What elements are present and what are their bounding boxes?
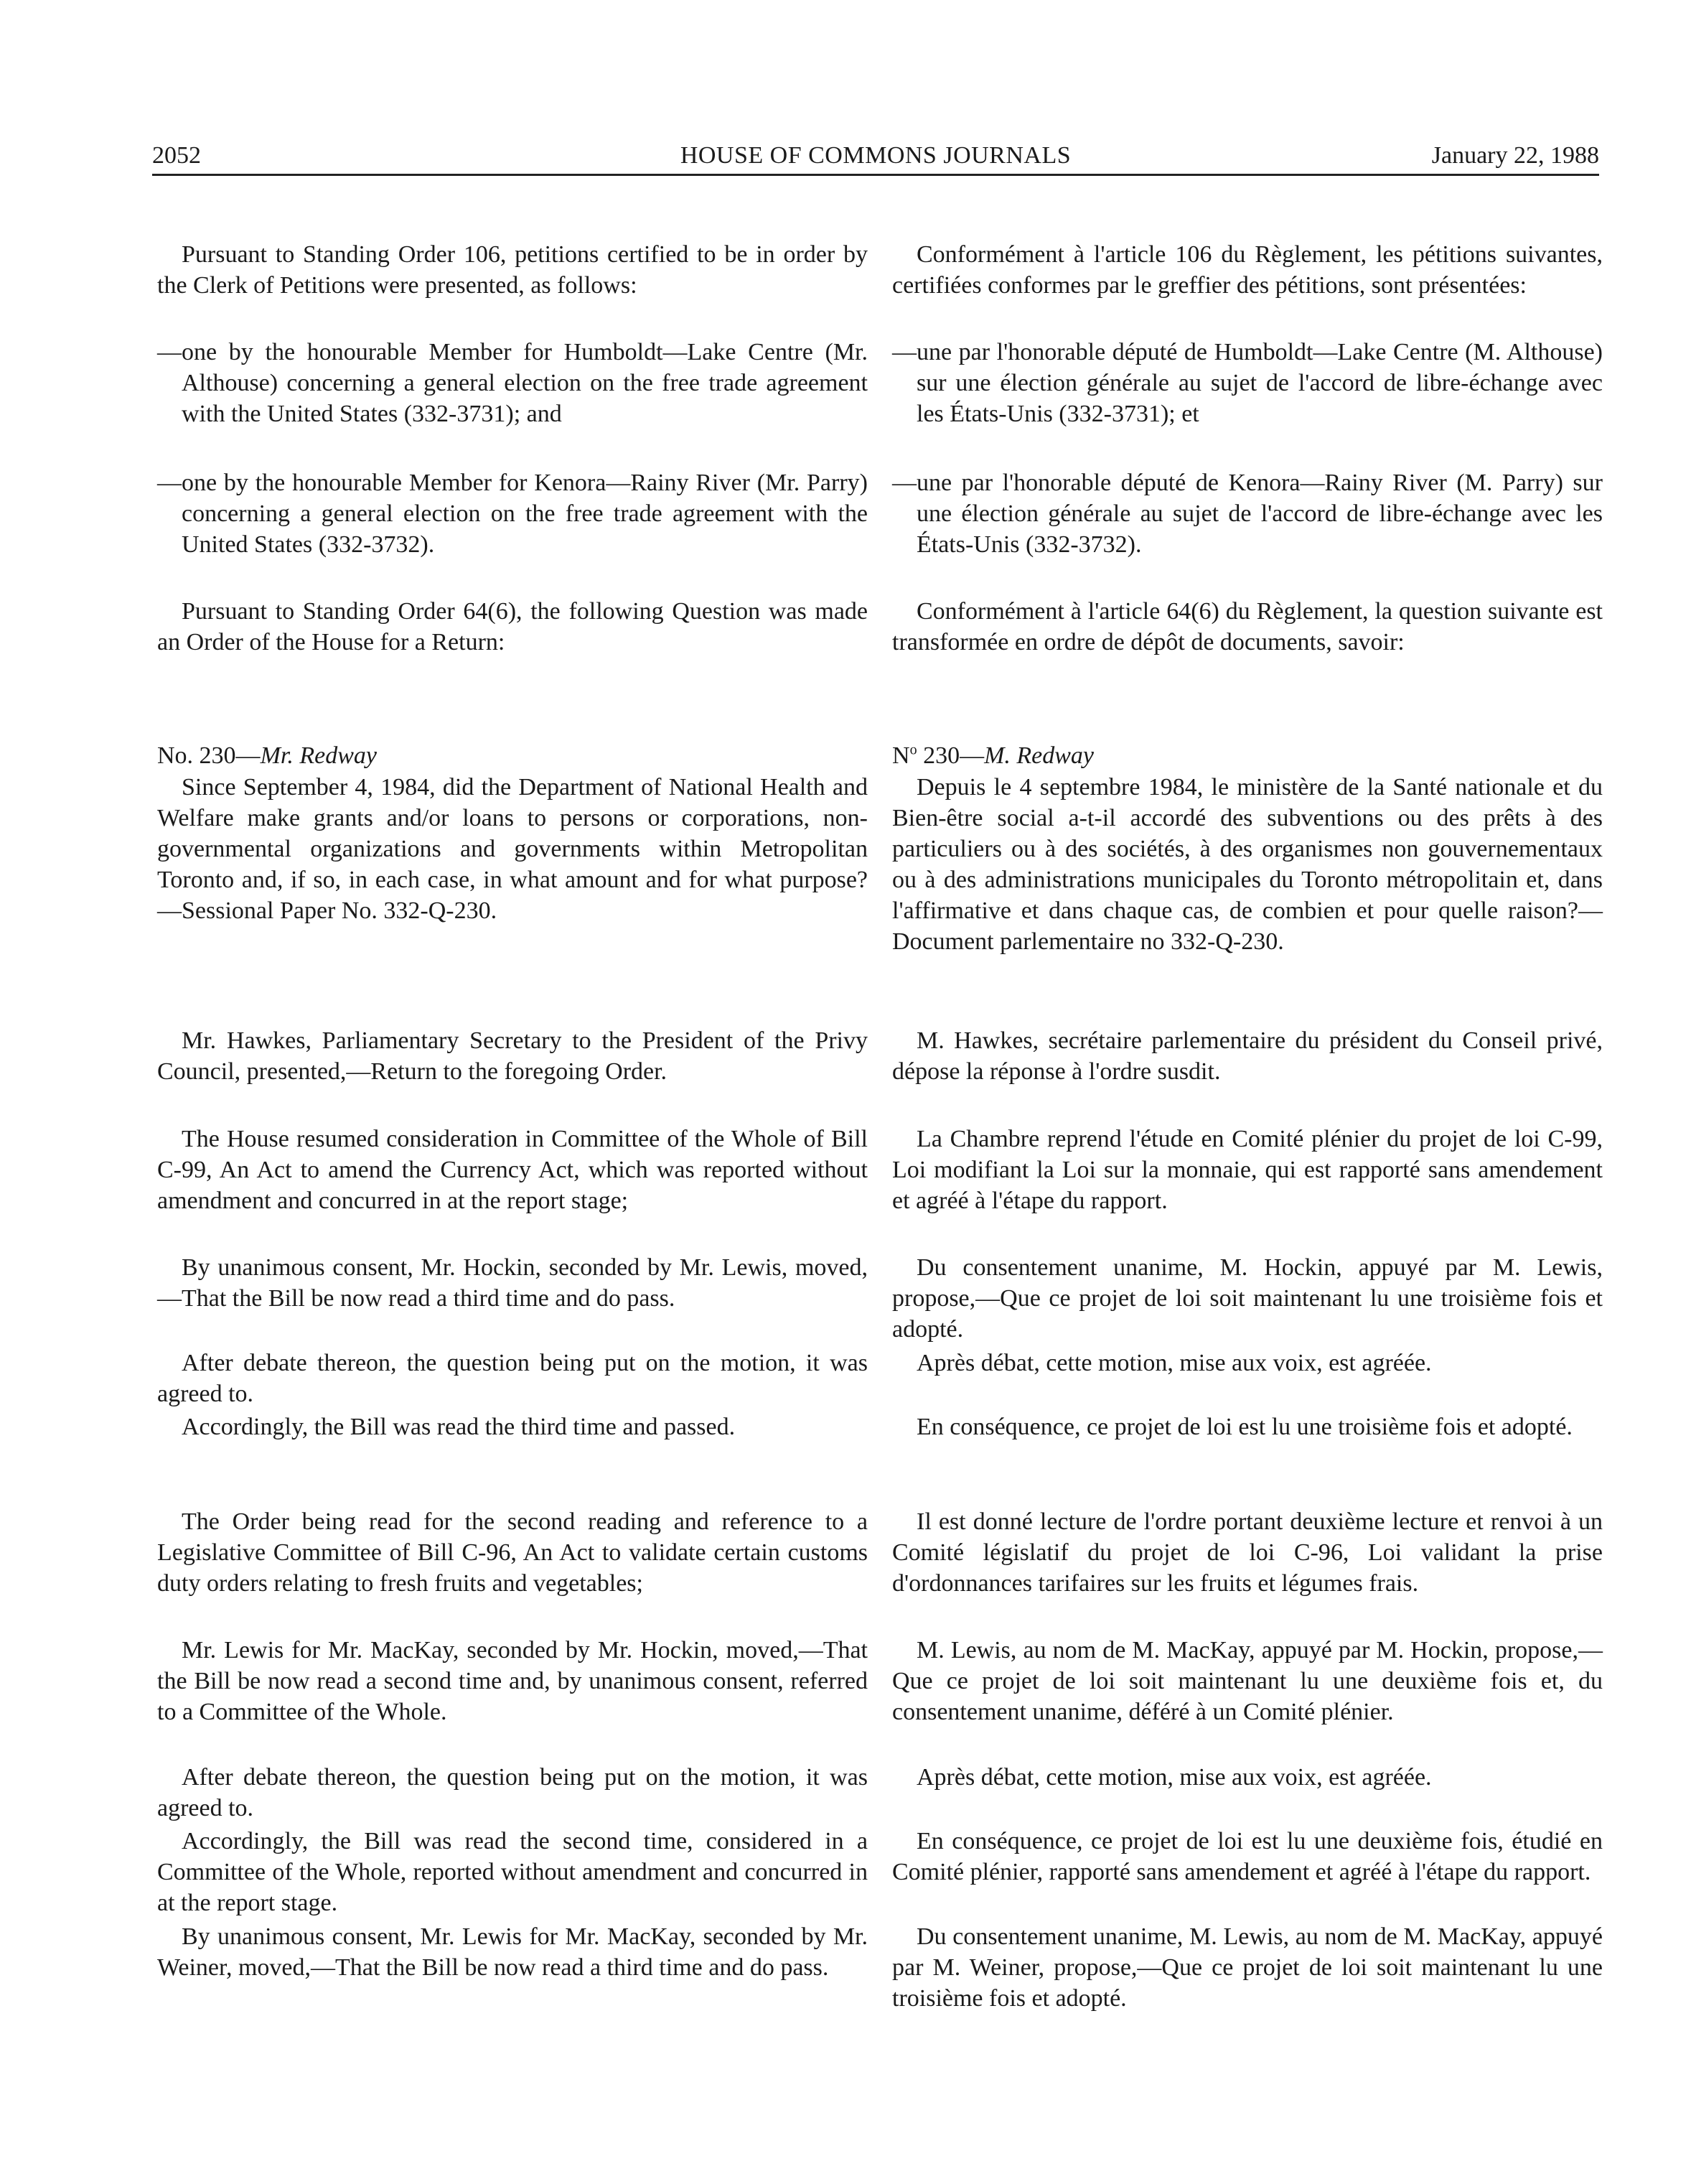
petition-item: —une par l'honorable député de Kenora—Rainy River (M. Parry) sur une élection générale au sujet de l'accord de libre-échange avec les États-Unis (332-3732). [892, 470, 1603, 558]
petition-item: —one by the honourable Member for Humboldt—Lake Centre (Mr. Althouse) concerning a general election on the free trade agreement with the United States (332-3731); and [157, 339, 868, 427]
petition-item: —one by the honourable Member for Kenora—Rainy River (Mr. Parry) concerning a general election on the free trade agreement with the United States (332-3732). [157, 470, 868, 558]
petitions-intro: Conformément à l'article 106 du Règlement, les pétitions suivantes, certifiées conformes par le greffier des pétitions, sont présentées: [892, 241, 1603, 299]
bill-c96-third-motion: Du consentement unanime, M. Lewis, au nom de M. MacKay, appuyé par M. Weiner, propose,—Que ce projet de loi soit maintenant lu une troisième fois et adopté. [892, 1923, 1603, 2012]
question-number: No. 230— [157, 742, 261, 769]
bill-c99-passed: En conséquence, ce projet de loi est lu une troisième fois et adopté. [917, 1414, 1573, 1440]
petitions-intro: Pursuant to Standing Order 106, petitions certified to be in order by the Clerk of Petitions were presented, as follows: [157, 241, 868, 299]
bill-c99-debate: Après débat, cette motion, mise aux voix, est agréée. [917, 1350, 1432, 1376]
page-header [152, 141, 1599, 176]
bill-c96-order: Il est donné lecture de l'ordre portant deuxième lecture et renvoi à un Comité législatif du projet de loi C-96, Loi validant la prise d'ordonnances tarifaires sur les fruits et légumes frais. [892, 1508, 1603, 1597]
page-number: 2052 [152, 142, 201, 169]
question-number-superscript: o [909, 742, 917, 758]
bill-c96-motion: Mr. Lewis for Mr. MacKay, seconded by Mr. Hockin, moved,—That the Bill be now read a second time and, by unanimous consent, referred to a Committee of the Whole. [157, 1637, 868, 1725]
question-intro: Conformément à l'article 64(6) du Règlement, la question suivante est transformée en ordre de dépôt de documents, savoir: [892, 598, 1603, 655]
question-text: Depuis le 4 septembre 1984, le ministère de la Santé nationale et du Bien-être social a-t-il accordé des subventions ou des prêts à des particuliers ou à des sociétés, à des organismes non gouvernementaux ou à des administrations municipales du Toronto métropolitain et, dans l'affirmative et dans chaque cas, de combien et pour quelle raison?—Document parlementaire no 332-Q-230. [892, 774, 1603, 955]
question-number-prefix: N [892, 742, 910, 769]
bill-c99-debate: After debate thereon, the question being put on the motion, it was agreed to. [157, 1350, 868, 1407]
journal-date: January 22, 1988 [1431, 142, 1599, 169]
bill-c99-motion: Du consentement unanime, M. Hockin, appuyé par M. Lewis, propose,—Que ce projet de loi soit maintenant lu une troisième fois et adopté. [892, 1254, 1603, 1343]
bill-c96-order: The Order being read for the second reading and reference to a Legislative Committee of Bill C-96, An Act to validate certain customs duty orders relating to fresh fruits and vegetables; [157, 1508, 868, 1597]
bill-c99-passed: Accordingly, the Bill was read the third time and passed. [182, 1414, 736, 1440]
question-member: M. Redway [984, 742, 1095, 769]
question-intro: Pursuant to Standing Order 64(6), the following Question was made an Order of the House for a Return: [157, 598, 868, 655]
bill-c96-third-motion: By unanimous consent, Mr. Lewis for Mr. MacKay, seconded by Mr. Weiner, moved,—That the Bill be now read a third time and do pass. [157, 1923, 868, 1981]
question-heading [892, 740, 1603, 771]
bill-c96-motion: M. Lewis, au nom de M. MacKay, appuyé par M. Hockin, propose,—Que ce projet de loi soit maintenant lu une deuxième fois et, du consentement unanime, déféré à un Comité plénier. [892, 1637, 1603, 1725]
question-number: 230— [917, 742, 985, 769]
bill-c99-resumed: The House resumed consideration in Committee of the Whole of Bill C-99, An Act to amend the Currency Act, which was reported without amendment and concurred in at the report stage; [157, 1126, 868, 1214]
bill-c96-second: Accordingly, the Bill was read the second time, considered in a Committee of the Whole, reported without amendment and concurred in at the report stage. [157, 1828, 868, 1916]
bill-c96-second: En conséquence, ce projet de loi est lu une deuxième fois, étudié en Comité plénier, rapporté sans amendement et agréé à l'étape du rapport. [892, 1828, 1603, 1885]
return-presented: M. Hawkes, secrétaire parlementaire du président du Conseil privé, dépose la réponse à l'ordre susdit. [892, 1027, 1603, 1085]
return-presented: Mr. Hawkes, Parliamentary Secretary to the President of the Privy Council, presented,—Return to the foregoing Order. [157, 1027, 868, 1085]
question-text: Since September 4, 1984, did the Department of National Health and Welfare make grants and/or loans to persons or corporations, non-governmental organizations and governments within Metropolitan Toronto and, if so, in each case, in what amount and for what purpose?—Sessional Paper No. 332-Q-230. [157, 774, 868, 924]
petition-item: —une par l'honorable député de Humboldt—Lake Centre (M. Althouse) sur une élection générale au sujet de l'accord de libre-échange avec les États-Unis (332-3731); et [892, 339, 1603, 427]
bill-c99-motion: By unanimous consent, Mr. Hockin, seconded by Mr. Lewis, moved,—That the Bill be now read a third time and do pass. [157, 1254, 868, 1312]
bill-c99-resumed: La Chambre reprend l'étude en Comité plénier du projet de loi C-99, Loi modifiant la Loi sur la monnaie, qui est rapporté sans amendement et agréé à l'étape du rapport. [892, 1126, 1603, 1214]
journal-title: HOUSE OF COMMONS JOURNALS [680, 142, 1072, 169]
bill-c96-debate: After debate thereon, the question being put on the motion, it was agreed to. [157, 1764, 868, 1821]
question-heading [157, 740, 868, 771]
bill-c96-debate: Après débat, cette motion, mise aux voix, est agréée. [917, 1764, 1432, 1791]
question-member: Mr. Redway [260, 742, 377, 769]
